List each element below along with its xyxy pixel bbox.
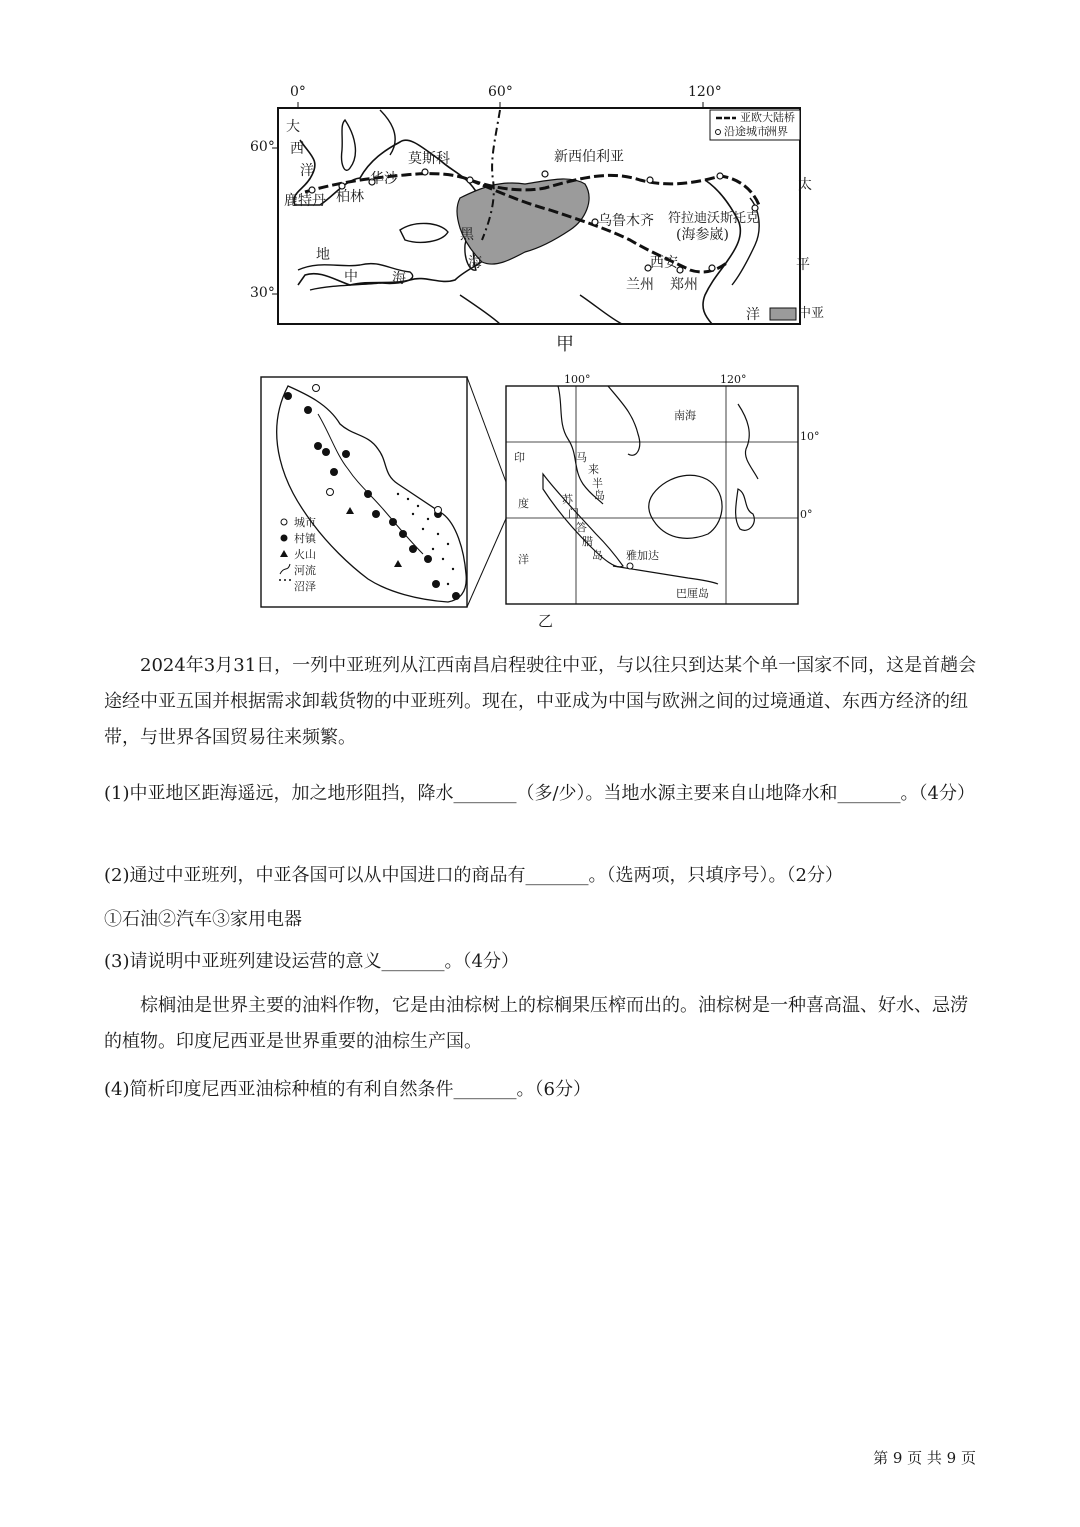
question-3: (3)请说明中亚班列建设运营的意义_______。（4分） (104, 951, 519, 972)
ocean-black-2: 海 (468, 255, 482, 271)
lon-label-0: 0° (290, 84, 306, 100)
map-yi (258, 373, 820, 630)
label-indian-ocean-2: 度 (518, 497, 529, 510)
label-south-sea: 南海 (674, 409, 696, 422)
question-1: (1)中亚地区距海遥远，加之地形阻挡，降水_______（多/少）。当地水源主要来自山地降水和_______。（4分） (104, 783, 976, 804)
label-sumatra-4: 腊 (582, 535, 593, 548)
legend-swamp: 沼泽 (294, 580, 316, 593)
page-footer: 第 9 页 共 9 页 (873, 1449, 976, 1467)
lat-label-30: 30° (250, 285, 275, 301)
map-jia-graphic (250, 80, 810, 330)
ocean-med-1: 地 (316, 247, 330, 263)
legend-volcano: 火山 (294, 548, 316, 561)
label-malay-2: 来 (588, 463, 599, 476)
yi-lon-120: 120° (720, 373, 747, 386)
passage-palm-oil: 棕榈油是世界主要的油料作物，它是由油棕树上的棕榈果压榨而出的。油棕树是一种喜高温、好水、忌涝的植物。印度尼西亚是世界重要的油棕生产国。 (104, 995, 968, 1052)
lat-label-60: 60° (250, 139, 275, 155)
question-2: (2)通过中亚班列，中亚各国可以从中国进口的商品有_______。（选两项，只填序号）。（2分） (104, 865, 843, 886)
city-xian: 西安 (650, 255, 678, 271)
passage-central-asia: 2024年3月31日，一列中亚班列从江西南昌启程驶往中亚，与以往只到达某个单一国家不同，这是首趟会途经中亚五国并根据需求卸载货物的中亚班列。现在，中亚成为中国与欧洲之间的过境通道、东西方经济的纽带，与世界各国贸易往来频繁。 (104, 655, 977, 748)
ocean-med-2: 中 (344, 269, 358, 285)
ocean-pacific-2: 平 (796, 257, 810, 273)
yi-lat-10: 10° (800, 430, 820, 443)
map-jia (250, 80, 825, 360)
city-vladivostok-cn: (海参崴) (676, 227, 729, 243)
city-novosibirsk: 新西伯利亚 (554, 149, 624, 165)
legend-railway: 亚欧大陆桥 (740, 111, 795, 124)
map-jia-caption: 甲 (556, 334, 574, 355)
ocean-atlantic-1: 大 (286, 119, 300, 135)
legend-boundary: 洲界 (766, 125, 788, 138)
city-rotterdam: 鹿特丹 (284, 193, 326, 209)
city-lanzhou: 兰州 (626, 277, 654, 293)
label-sumatra-3: 答 (576, 521, 587, 534)
legend-river: 河流 (294, 564, 316, 577)
legend-central-asia: 中亚 (798, 306, 825, 321)
label-sumatra-2: 门 (568, 507, 579, 520)
ocean-pacific-1: 太 (798, 177, 812, 193)
legend-city: 沿途城市 (724, 125, 768, 138)
label-sumatra-1: 苏 (562, 493, 573, 506)
label-indian-ocean-3: 洋 (518, 553, 529, 566)
map-yi-caption: 乙 (538, 612, 554, 630)
legend-city: 城市 (294, 516, 316, 529)
map-yi-graphic (258, 374, 803, 610)
city-urumqi: 乌鲁木齐 (598, 213, 654, 229)
label-indian-ocean-1: 印 (514, 451, 525, 464)
label-jakarta: 雅加达 (626, 549, 659, 562)
lon-label-120: 120° (688, 84, 722, 100)
ocean-atlantic-2: 西 (290, 141, 304, 157)
label-bali: 巴厘岛 (676, 587, 709, 600)
yi-lat-0: 0° (800, 508, 813, 521)
city-berlin: 柏林 (336, 189, 364, 205)
city-moscow: 莫斯科 (408, 151, 450, 167)
legend-town: 村镇 (294, 532, 316, 545)
yi-lon-100: 100° (564, 373, 591, 386)
question-4: (4)简析印度尼西亚油棕种植的有利自然条件_______。（6分） (104, 1079, 591, 1100)
city-vladivostok: 符拉迪沃斯托克 (668, 211, 760, 226)
ocean-med-3: 海 (392, 271, 406, 287)
city-warsaw: 华沙 (370, 171, 398, 187)
label-malay-3: 半 (592, 477, 603, 490)
label-malay-4: 岛 (594, 489, 605, 502)
ocean-pacific-3: 洋 (746, 307, 760, 323)
lon-label-60: 60° (488, 84, 513, 100)
question-2-options: ①石油②汽车③家用电器 (104, 909, 302, 930)
ocean-black-1: 黑 (460, 227, 474, 243)
label-malay-1: 马 (576, 451, 587, 464)
city-zhengzhou: 郑州 (670, 277, 698, 293)
ocean-atlantic-3: 洋 (300, 163, 314, 179)
label-sumatra-5: 岛 (592, 549, 603, 562)
